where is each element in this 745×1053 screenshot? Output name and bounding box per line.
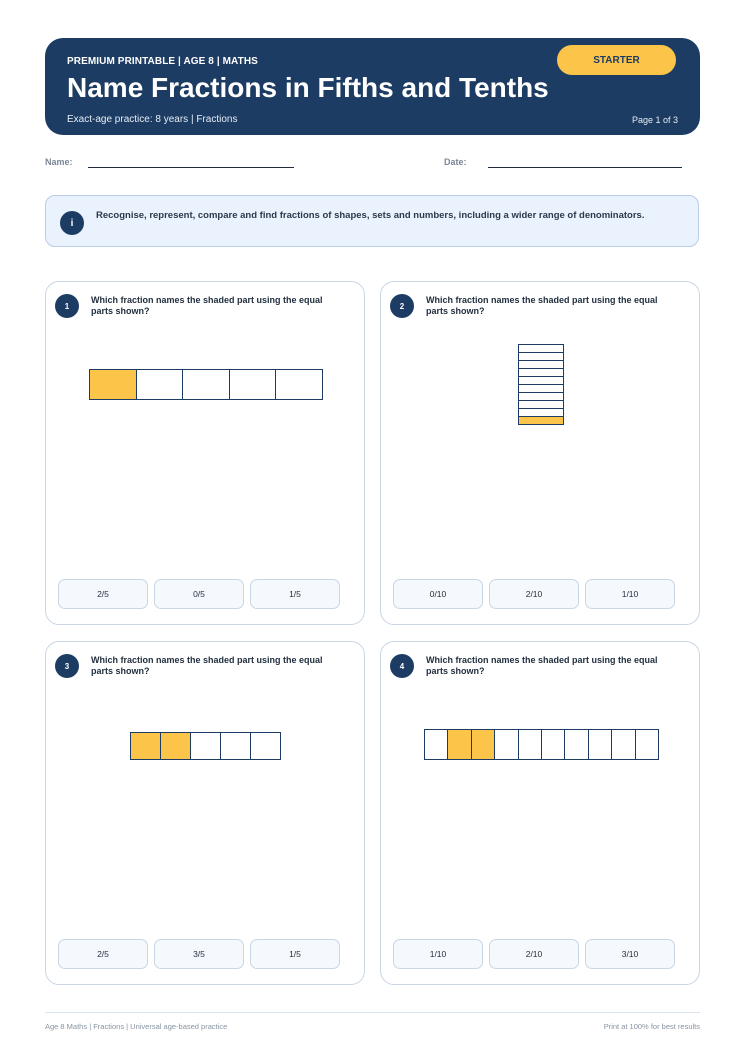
answer-option[interactable]: 1/10 [393, 939, 483, 969]
shaded-part [471, 729, 495, 760]
question-prompt: Which fraction names the shaded part using the equal parts shown? [426, 655, 658, 676]
worksheet-header [45, 38, 700, 135]
unshaded-part [564, 729, 588, 760]
question-number: 4 [390, 654, 414, 678]
level-badge: STARTER [557, 45, 676, 75]
question-card-2 [380, 281, 700, 625]
shaded-part [518, 416, 564, 425]
unshaded-part [182, 369, 230, 400]
unshaded-part [588, 729, 612, 760]
footer-right: Print at 100% for best results [603, 1022, 700, 1031]
answer-option[interactable]: 2/10 [489, 939, 579, 969]
header-kicker: PREMIUM PRINTABLE | AGE 8 | MATHS [67, 56, 258, 67]
unshaded-part [541, 729, 565, 760]
shaded-part [130, 732, 161, 760]
question-number: 2 [390, 294, 414, 318]
answer-option[interactable]: 2/10 [489, 579, 579, 609]
answer-option[interactable]: 1/5 [250, 579, 340, 609]
unshaded-part [136, 369, 184, 400]
answer-option[interactable]: 1/10 [585, 579, 675, 609]
page-number: Page 1 of 3 [631, 115, 678, 125]
header-subtitle: Exact-age practice: 8 years | Fractions [67, 114, 238, 125]
unshaded-part [190, 732, 221, 760]
question-card-3 [45, 641, 365, 985]
question-card-1 [45, 281, 365, 625]
answer-option[interactable]: 0/10 [393, 579, 483, 609]
unshaded-part [494, 729, 518, 760]
unshaded-part [518, 729, 542, 760]
unshaded-part [611, 729, 635, 760]
shaded-part [89, 369, 137, 400]
question-number: 3 [55, 654, 79, 678]
answer-option[interactable]: 1/5 [250, 939, 340, 969]
question-prompt: Which fraction names the shaded part using the equal parts shown? [426, 295, 658, 316]
answer-option[interactable]: 3/5 [154, 939, 244, 969]
unshaded-part [220, 732, 251, 760]
name-line[interactable] [88, 167, 294, 168]
date-label: Date: [444, 157, 467, 167]
unshaded-part [635, 729, 659, 760]
page-title: Name Fractions in Fifths and Tenths [67, 72, 549, 103]
footer-divider [45, 1012, 700, 1013]
footer-left: Age 8 Maths | Fractions | Universal age-based practice [45, 1022, 228, 1031]
answer-option[interactable]: 3/10 [585, 939, 675, 969]
unshaded-part [275, 369, 323, 400]
unshaded-part [229, 369, 277, 400]
question-prompt: Which fraction names the shaded part using the equal parts shown? [91, 655, 323, 676]
learning-objective-box [45, 195, 699, 247]
answer-option[interactable]: 0/5 [154, 579, 244, 609]
name-label: Name: [45, 157, 73, 167]
unshaded-part [250, 732, 281, 760]
answer-option[interactable]: 2/5 [58, 579, 148, 609]
shaded-part [447, 729, 471, 760]
info-icon: i [60, 211, 84, 235]
question-prompt: Which fraction names the shaded part using the equal parts shown? [91, 295, 323, 316]
shaded-part [160, 732, 191, 760]
date-line[interactable] [488, 167, 682, 168]
learning-objective-text: Recognise, represent, compare and find fractions of shapes, sets and numbers, including a wider range of denominators. [96, 210, 645, 221]
question-number: 1 [55, 294, 79, 318]
question-card-4 [380, 641, 700, 985]
unshaded-part [424, 729, 448, 760]
answer-option[interactable]: 2/5 [58, 939, 148, 969]
